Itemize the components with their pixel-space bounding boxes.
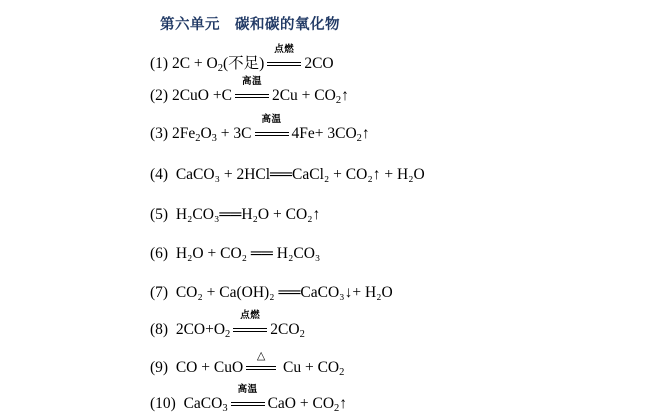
- equation-10-condition: 高温: [231, 396, 265, 412]
- equation-8-condition: 点燃: [233, 322, 267, 338]
- equation-3-condition: 高温: [255, 126, 289, 142]
- equation-1-left: $2C + O_2$(不足): [171, 55, 265, 74]
- equation-2-left: 2CuO +C: [171, 87, 232, 104]
- equation-3-right: $4Fe+ 3CO_2↑$: [291, 125, 370, 144]
- equation-5-index: (5): [150, 206, 169, 223]
- equation-9-left: CO + CuO: [175, 359, 244, 376]
- page-title: 第六单元 碳和碳的氧化物: [160, 17, 340, 33]
- equation-1: [150, 44, 334, 74]
- equation-2-right: $2Cu + CO_2↑$: [271, 87, 349, 106]
- equation-1-index: (1): [150, 55, 169, 72]
- equation-7-index: (7): [150, 284, 169, 301]
- equation-4-index: (4): [150, 166, 169, 183]
- equation-9-right: $Cu + CO_2$: [283, 359, 345, 378]
- equation-4-text: CaCO₃ + 2HCl══CaCl₂ + CO₂↑ + H₂O: [175, 166, 425, 183]
- equation-8: [150, 310, 305, 340]
- equation-1-condition: 点燃: [267, 56, 301, 72]
- equation-10-right: CaO + $CO_2↑$: [267, 395, 348, 414]
- equation-5: [150, 207, 320, 223]
- equation-9-condition: △: [246, 360, 276, 376]
- equation-2-index: (2): [150, 87, 169, 104]
- equation-6-text: H₂O + CO₂ ══ H₂CO₃: [175, 245, 321, 262]
- equation-3-index: (3): [150, 125, 169, 142]
- equation-10-left: CaCO$_3$: [183, 395, 228, 414]
- equation-9-index: (9): [150, 359, 169, 376]
- equation-6: [150, 246, 320, 262]
- equation-8-index: (8): [150, 321, 169, 338]
- equation-2: [150, 76, 349, 106]
- equation-2-condition: 高温: [235, 88, 269, 104]
- equation-8-left: $2CO+O_2$: [175, 321, 231, 340]
- equation-5-text: H₂CO₃══H₂O + CO₂↑: [175, 206, 321, 223]
- equation-6-index: (6): [150, 245, 169, 262]
- equation-7-text: CO₂ + Ca(OH)₂ ══CaCO₃↓+ H₂O: [175, 284, 393, 301]
- equation-3-left: $2Fe_2O_3 + 3C$: [171, 125, 252, 144]
- equation-10: [150, 384, 348, 414]
- equation-3: [150, 114, 370, 144]
- equation-10-index: (10): [150, 395, 176, 412]
- equation-7: [150, 285, 393, 301]
- equation-9: [150, 350, 345, 378]
- equation-8-right: $2CO_2$: [270, 321, 305, 340]
- equation-1-right: 2CO: [304, 55, 334, 72]
- equation-4: [150, 167, 425, 183]
